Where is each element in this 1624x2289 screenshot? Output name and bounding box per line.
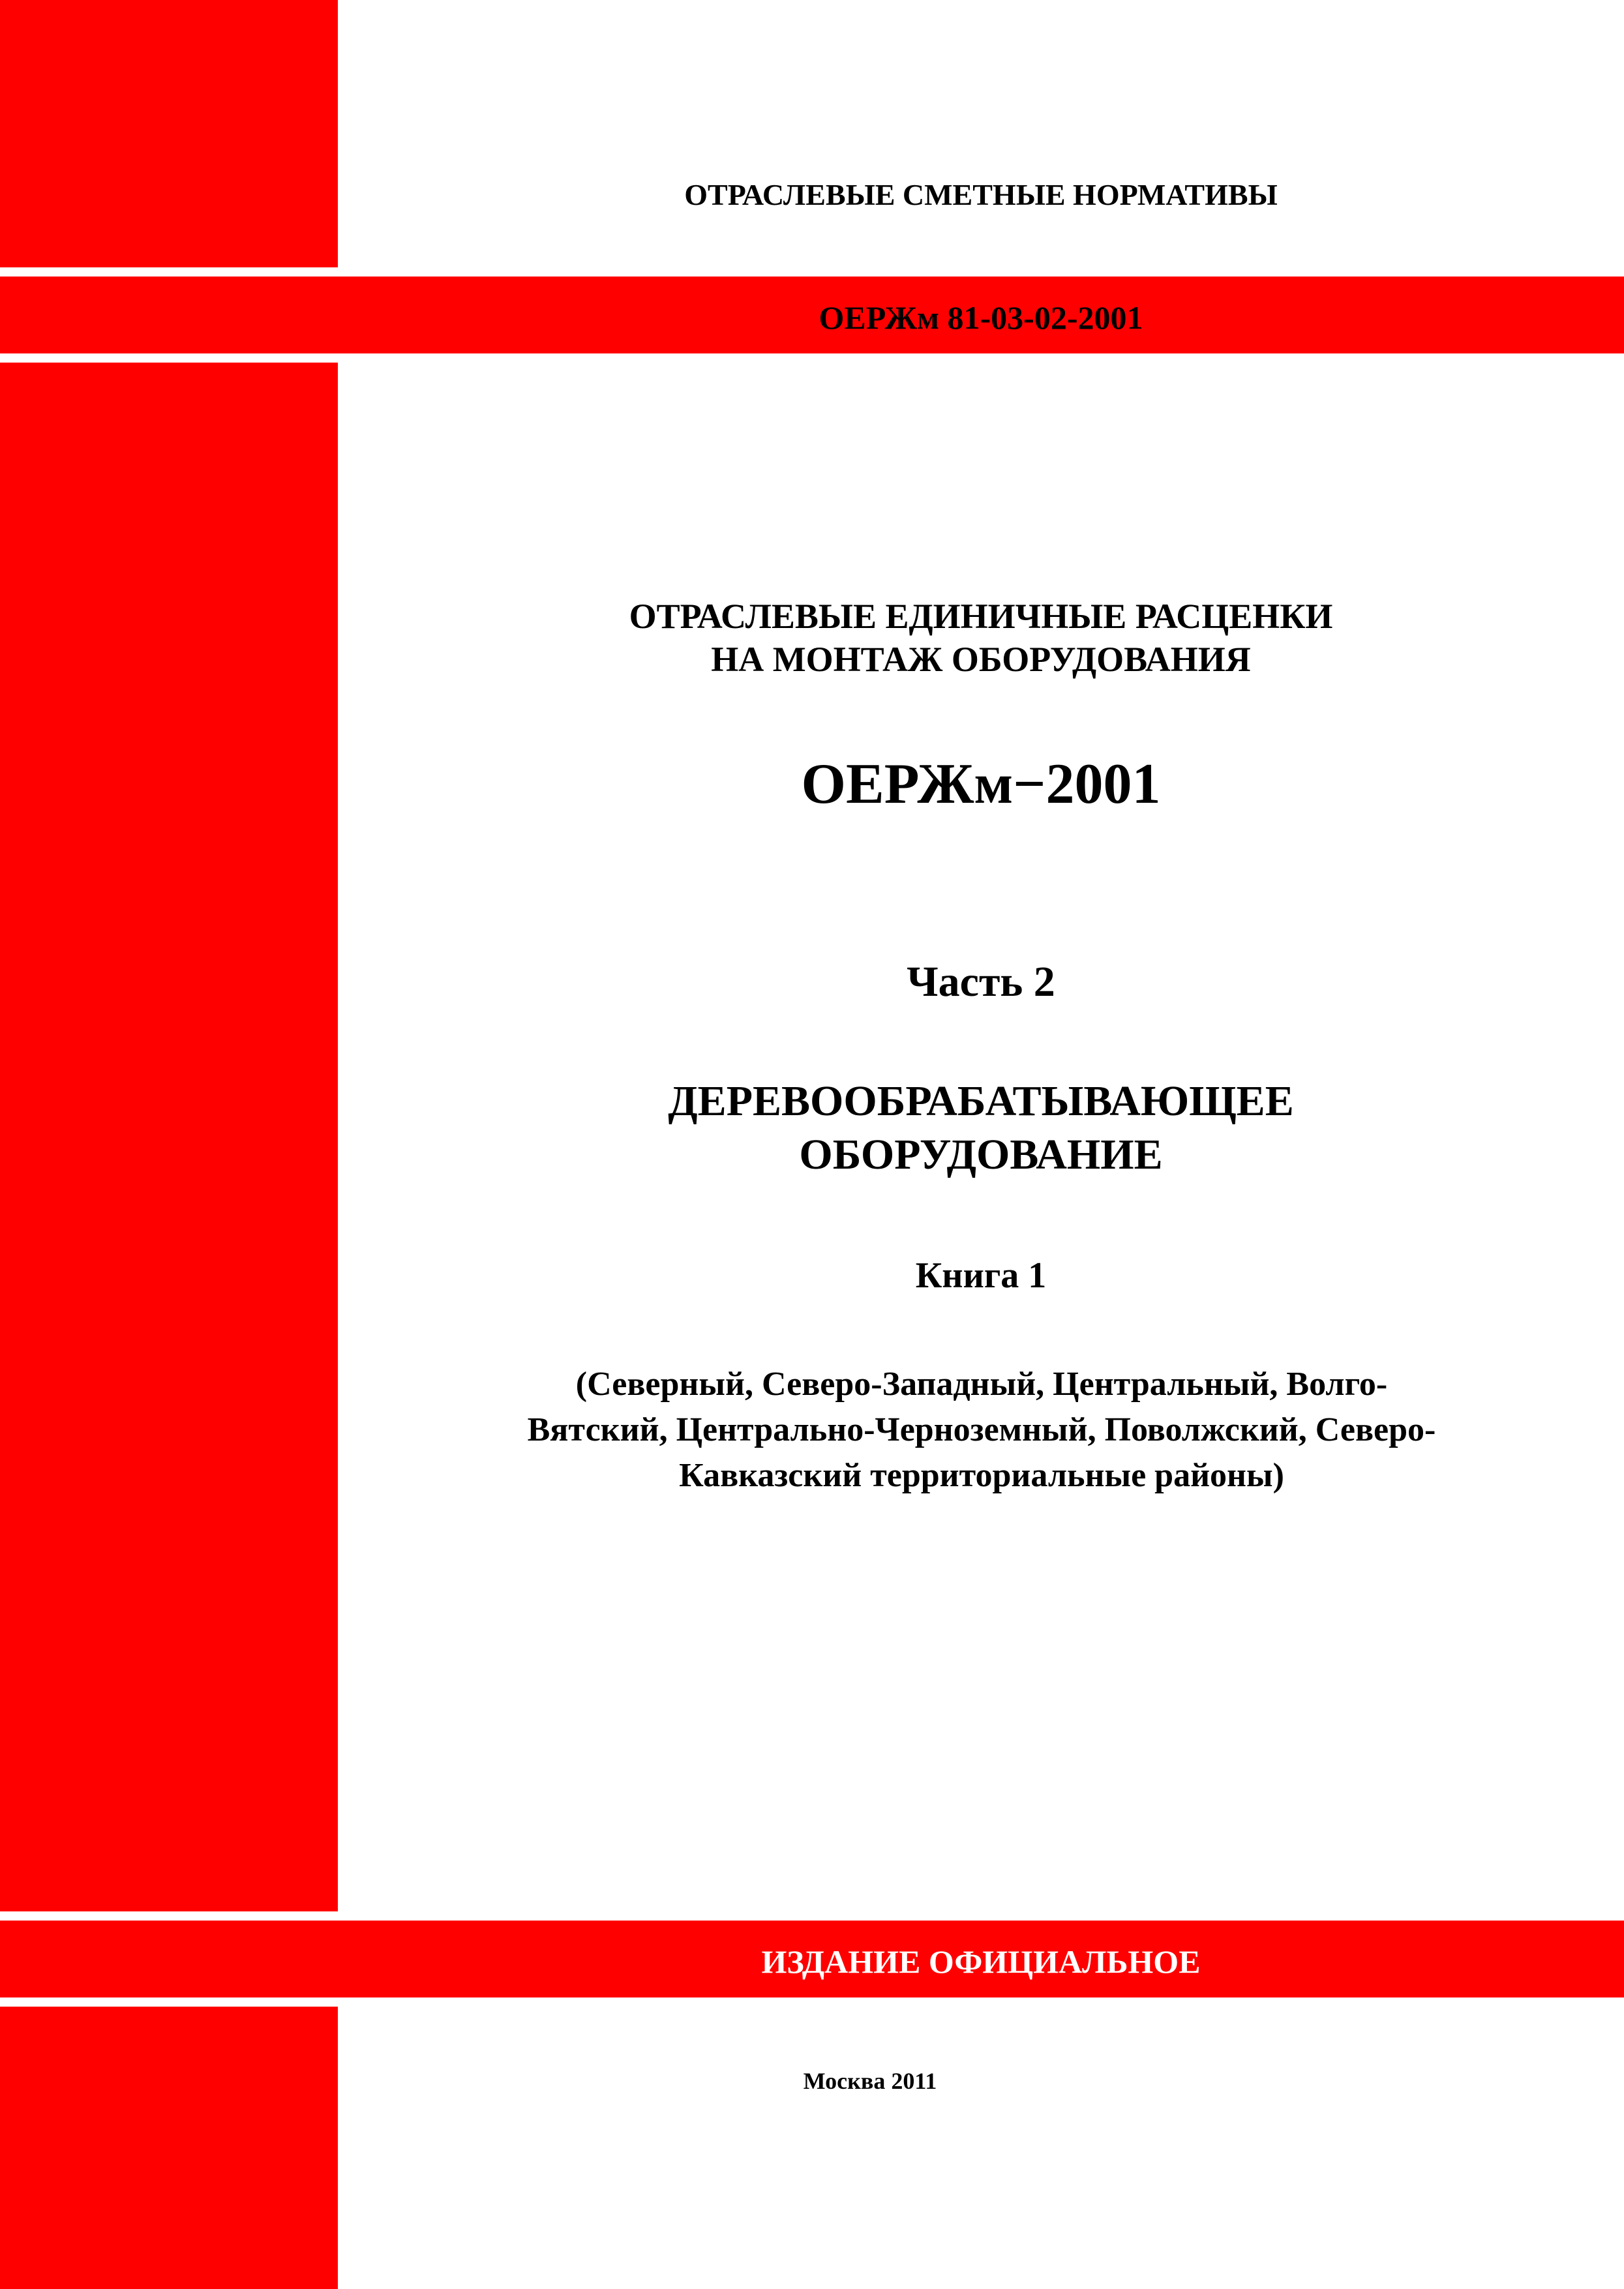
main-title-line1: ОТРАСЛЕВЫЕ ЕДИНИЧНЫЕ РАСЦЕНКИ (629, 597, 1333, 636)
red-spine-middle (0, 363, 338, 1911)
regions-line3: Кавказский территориальные районы) (679, 1457, 1284, 1494)
main-title (338, 595, 1624, 681)
subject-line1: ДЕРЕВООБРАБАТЫВАЮЩЕЕ (668, 1077, 1294, 1125)
red-spine-bottom (0, 2007, 338, 2289)
red-spine-top (0, 0, 338, 267)
short-code-title: ОЕРЖм−2001 (801, 753, 1161, 816)
place-year: Москва 2011 (803, 2068, 937, 2094)
main-title-line2: НА МОНТАЖ ОБОРУДОВАНИЯ (711, 640, 1251, 679)
regions-note (365, 1362, 1598, 1499)
subject-title (338, 1075, 1624, 1182)
series-header: ОТРАСЛЕВЫЕ СМЕТНЫЕ НОРМАТИВЫ (684, 178, 1278, 211)
regions-line2: Вятский, Центрально-Черноземный, Поволжский, Северо- (527, 1411, 1436, 1448)
official-edition-band (0, 1921, 1624, 1997)
subject-line2: ОБОРУДОВАНИЕ (799, 1131, 1163, 1178)
part-title: Часть 2 (907, 958, 1055, 1006)
document-code-band (0, 277, 1624, 353)
official-edition-label: ИЗДАНИЕ ОФИЦИАЛЬНОЕ (761, 1943, 1201, 1980)
regions-line1: (Северный, Северо-Западный, Центральный, Волго- (575, 1366, 1388, 1403)
document-code: ОЕРЖм 81-03-02-2001 (819, 299, 1143, 336)
book-title: Книга 1 (915, 1255, 1047, 1296)
